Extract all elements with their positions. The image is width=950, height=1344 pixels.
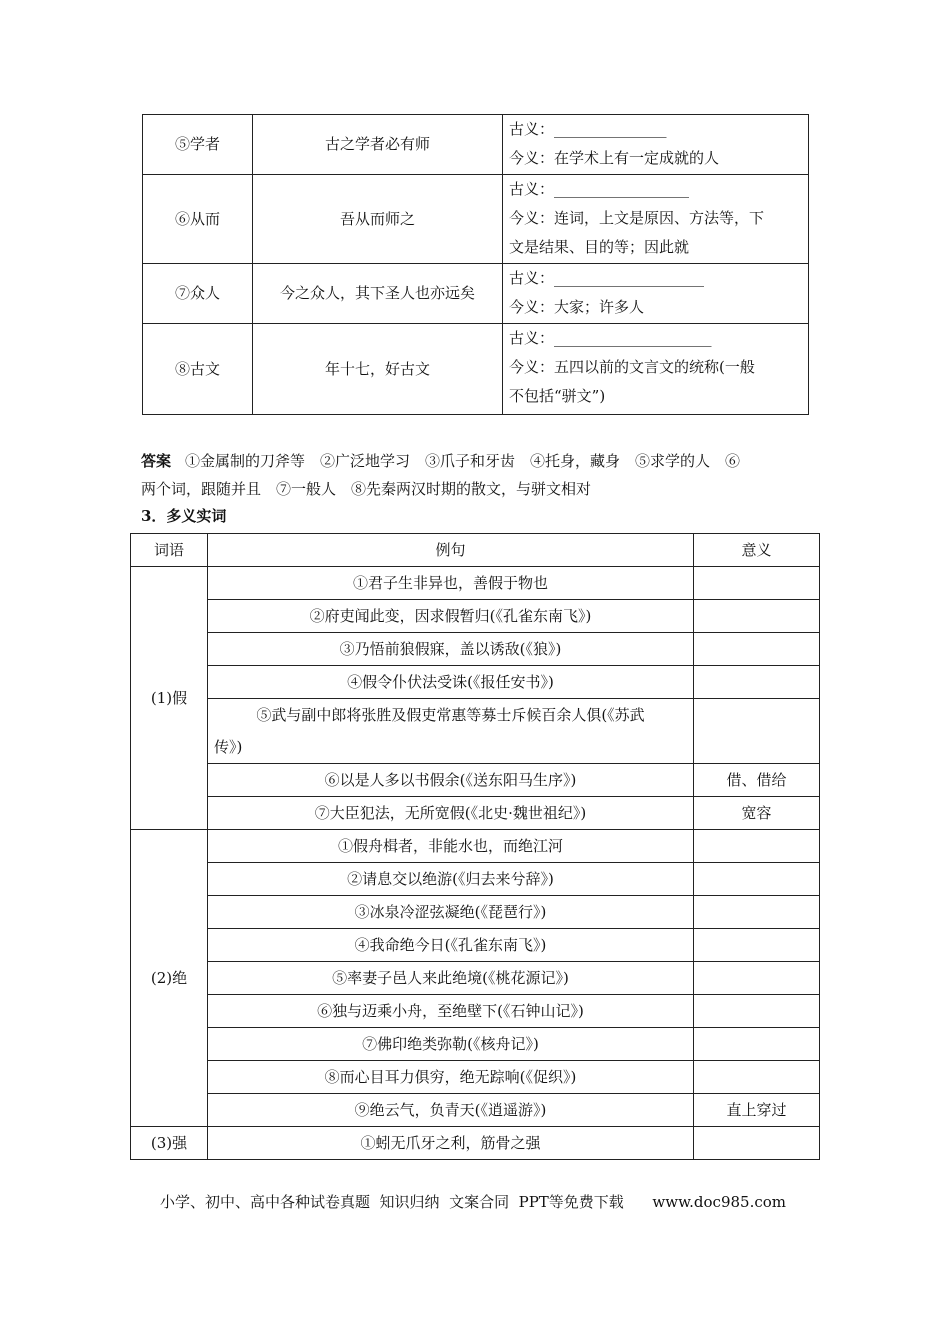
- meaning-cell: [694, 962, 820, 995]
- word-cell: ⑥从而: [143, 175, 253, 264]
- example-line-2: 传》): [214, 738, 243, 756]
- answer-line-1: ①金属制的刀斧等 ②广泛地学习 ③爪子和牙齿 ④托身，藏身 ⑤求学的人 ⑥: [185, 452, 741, 470]
- example-cell: ④我命绝今日(《孔雀东南飞》): [208, 929, 694, 962]
- answer-blank: _____________________: [554, 329, 712, 347]
- example-cell: ⑥以是人多以书假余(《送东阳马生序》): [208, 764, 694, 797]
- table-row: [131, 600, 820, 633]
- example-cell: ①君子生非异也，善假于物也: [208, 567, 694, 600]
- answer-blank: __________________: [554, 180, 690, 198]
- table-row: [131, 633, 820, 666]
- meaning-cell: [694, 633, 820, 666]
- word-cell: (2)绝: [131, 830, 208, 1127]
- example-cell: ⑨绝云气，负青天(《逍遥游》): [208, 1094, 694, 1127]
- modern-meaning: 今义：连词，上文是原因、方法等，下: [509, 209, 765, 227]
- modern-meaning-cont: 文是结果、目的等；因此就: [509, 238, 690, 256]
- example-cell: ①蚓无爪牙之利，筋骨之强: [208, 1127, 694, 1160]
- meaning-cell: [694, 567, 820, 600]
- table-row: [131, 699, 820, 764]
- meaning-cell: [694, 995, 820, 1028]
- example-cell: ②请息交以绝游(《归去来兮辞》): [208, 863, 694, 896]
- table-row: [143, 115, 809, 175]
- table-row: [131, 1061, 820, 1094]
- example-line-1: ⑤武与副中郎将张胜及假吏常惠等募士斥候百余人俱(《苏武: [256, 706, 645, 724]
- meaning-cell: [503, 175, 809, 264]
- table-row: [131, 1127, 820, 1160]
- header-row: [131, 534, 820, 567]
- meaning-cell: [694, 699, 820, 764]
- meaning-cell: [694, 830, 820, 863]
- example-cell: 年十七，好古文: [253, 324, 503, 415]
- example-cell: ①假舟楫者，非能水也，而绝江河: [208, 830, 694, 863]
- polysemy-table: [130, 533, 820, 1160]
- ancient-label: 古义：: [509, 329, 555, 347]
- example-cell: ④假令仆伏法受诛(《报任安书》): [208, 666, 694, 699]
- table-row: [131, 863, 820, 896]
- gujin-table: [142, 114, 809, 415]
- meaning-cell: 借、借给: [694, 764, 820, 797]
- answer-block: [141, 447, 821, 503]
- example-cell: 古之学者必有师: [253, 115, 503, 175]
- word-cell: (3)强: [131, 1127, 208, 1160]
- table-row: [131, 1094, 820, 1127]
- meaning-cell: [694, 1061, 820, 1094]
- meaning-cell: 直上穿过: [694, 1094, 820, 1127]
- answer-label: 答案: [141, 452, 172, 470]
- modern-meaning: 今义：在学术上有一定成就的人: [509, 149, 720, 167]
- example-cell: ②府吏闻此变，因求假暂归(《孔雀东南飞》): [208, 600, 694, 633]
- header-meaning: 意义: [694, 534, 820, 567]
- example-cell: ⑥独与迈乘小舟，至绝壁下(《石钟山记》): [208, 995, 694, 1028]
- table-row: [131, 929, 820, 962]
- ancient-label: 古义：: [509, 269, 555, 287]
- header-example: 例句: [208, 534, 694, 567]
- example-cell: ⑦大臣犯法，无所宽假(《北史·魏世祖纪》): [208, 797, 694, 830]
- ancient-label: 古义：: [509, 120, 555, 138]
- answer-blank: ____________________: [554, 269, 705, 287]
- meaning-cell: 宽容: [694, 797, 820, 830]
- meaning-cell: [694, 1028, 820, 1061]
- table-row: [131, 666, 820, 699]
- example-cell: 吾从而师之: [253, 175, 503, 264]
- table-row: [143, 175, 809, 264]
- example-cell: 今之众人，其下圣人也亦远矣: [253, 264, 503, 324]
- word-cell: ⑧古文: [143, 324, 253, 415]
- modern-meaning: 今义：大家；许多人: [509, 298, 645, 316]
- modern-meaning-cont: 不包括“骈文”): [509, 387, 606, 405]
- example-cell: ⑦佛印绝类弥勒(《核舟记》): [208, 1028, 694, 1061]
- modern-meaning: 今义：五四以前的文言文的统称(一般: [509, 358, 755, 376]
- meaning-cell: [694, 929, 820, 962]
- table-row: [131, 797, 820, 830]
- header-word: 词语: [131, 534, 208, 567]
- meaning-cell: [694, 666, 820, 699]
- meaning-cell: [694, 1127, 820, 1160]
- example-cell: ⑧而心目耳力俱穷，绝无踪响(《促织》): [208, 1061, 694, 1094]
- page-footer: 小学、初中、高中各种试卷真题 知识归纳 文案合同 PPT等免费下载 www.doc985.com: [160, 1193, 787, 1211]
- table-row: [131, 1028, 820, 1061]
- example-cell: ③冰泉冷涩弦凝绝(《琵琶行》): [208, 896, 694, 929]
- word-cell: (1)假: [131, 567, 208, 830]
- table-row: [131, 896, 820, 929]
- meaning-cell: [694, 896, 820, 929]
- table-row: [143, 264, 809, 324]
- table-row: [131, 830, 820, 863]
- table-row: [131, 995, 820, 1028]
- table-row: [143, 324, 809, 415]
- word-cell: ⑦众人: [143, 264, 253, 324]
- meaning-cell: [694, 600, 820, 633]
- word-cell: ⑤学者: [143, 115, 253, 175]
- example-cell: ③乃悟前狼假寐，盖以诱敌(《狼》): [208, 633, 694, 666]
- table-row: [131, 764, 820, 797]
- table-row: [131, 567, 820, 600]
- meaning-cell: [694, 863, 820, 896]
- section-title: 3．多义实词: [141, 507, 227, 525]
- meaning-cell: [503, 324, 809, 415]
- ancient-label: 古义：: [509, 180, 555, 198]
- meaning-cell: [503, 115, 809, 175]
- meaning-cell: [503, 264, 809, 324]
- answer-line-2: 两个词，跟随并且 ⑦一般人 ⑧先秦两汉时期的散文，与骈文相对: [141, 480, 592, 498]
- answer-blank: _______________: [554, 120, 667, 138]
- table-row: [131, 962, 820, 995]
- example-cell: [208, 699, 694, 764]
- example-cell: ⑤率妻子邑人来此绝境(《桃花源记》): [208, 962, 694, 995]
